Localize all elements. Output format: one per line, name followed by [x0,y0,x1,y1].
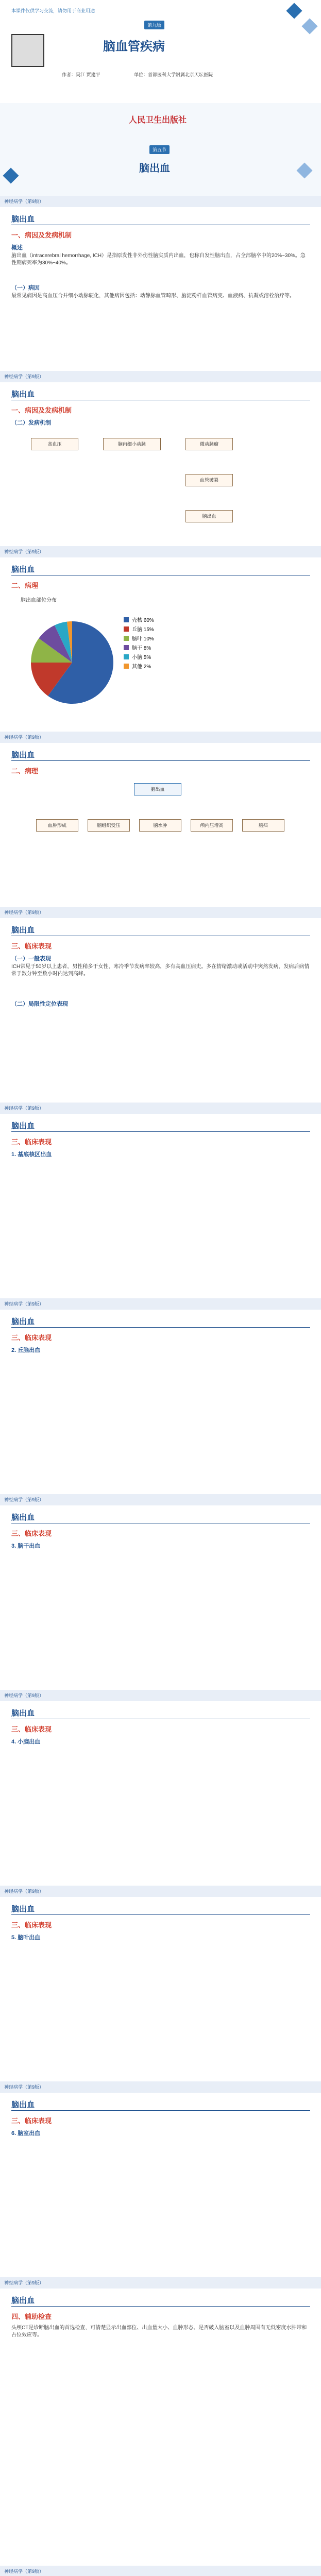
subhead: （一）一般表现 [11,956,51,962]
section-title: 三、临床表现 [11,1334,52,1342]
slide-title: 脑出血 [11,751,35,759]
section-title: 一、病因及发病机制 [11,231,72,239]
slide-putamen [0,1103,321,1299]
chapter-title: 脑出血 [139,163,170,174]
course-label: 神经病学（第9版） [4,910,44,915]
slide-intro [0,196,321,371]
legend-label: 脑叶 10% [132,636,154,642]
edition-badge: 第九版 [144,21,164,29]
slide-title: 脑出血 [11,2100,35,2109]
slide-title: 脑出血 [11,390,35,399]
course-label: 神经病学（第9版） [4,1889,44,1894]
publisher-logo: 人民卫生出版社 [129,115,187,125]
subhead: 4. 小脑出血 [11,1739,41,1745]
cover-slide [0,0,321,196]
divider [11,1131,310,1132]
legend-swatch [124,664,129,669]
course-bar [0,546,321,557]
chart-caption: 脑出血部位分布 [21,598,57,603]
course-label: 神经病学（第9版） [4,735,44,740]
slide-title: 脑出血 [11,215,35,224]
legend-label: 丘脑 15% [132,627,154,633]
subhead: 概述 [11,245,23,251]
section-title: 三、临床表现 [11,1530,52,1537]
etiology-text: 最常见病因是高血压合并细小动脉硬化，其他病因包括：动静脉血管畸形、脑淀粉样血管病变、血液病、抗凝或溶栓治疗等。 [11,293,295,299]
legend-label: 小脑 5% [132,655,151,660]
course-label: 神经病学（第9版） [4,549,44,554]
subhead: （二）局限性定位表现 [11,1001,68,1007]
section-title: 三、临床表现 [11,1921,52,1929]
legend-swatch [124,636,129,641]
section-title: 三、临床表现 [11,1138,52,1146]
slide-pathology [0,546,321,732]
course-label: 神经病学（第9版） [4,374,44,379]
course-bar [0,732,321,743]
exam-text: 头颅CT是诊断脑出血的首选检查，可清楚显示出血部位、出血量大小、血肿形态、是否破入脑室以及血肿周围有无低密度水肿带和占位效应等。 [11,2325,307,2338]
qr-code[interactable] [11,34,44,67]
divider [11,760,310,761]
course-bar [0,1103,321,1114]
flow-box: 脑疝 [242,819,284,832]
chapter-badge: 第五节 [149,145,170,154]
subhead: 5. 脑叶出血 [11,1935,41,1941]
pie-chart [15,606,170,719]
course-bar [0,196,321,207]
course-bar [0,907,321,918]
section-title: 三、临床表现 [11,942,52,950]
course-bar [0,1494,321,1505]
course-bar [0,1298,321,1310]
slide-mechanism [0,371,321,547]
course-label: 神经病学（第9版） [4,1497,44,1502]
slide-title: 脑出血 [11,1513,35,1522]
subhead: （一）病因 [11,285,40,291]
cover-unit: 单位：首都医科大学附属北京天坛医院 [134,72,213,77]
course-bar [0,2566,321,2576]
course-label: 神经病学（第9版） [4,199,44,204]
slide-diagnosis [0,2566,321,2576]
slide-title: 脑出血 [11,926,35,935]
section-title: 二、病理 [11,582,39,589]
clinical-text: ICH常见于50岁以上患者，男性稍多于女性，寒冷季节发病率较高，多有高血压病史。多在情绪激动或活动中突然发病，发病后病情常于数分钟至数小时内达到高峰。 [11,964,310,977]
flow-box: 高血压 [31,438,78,450]
slide-ventricle [0,2081,321,2278]
course-label: 神经病学（第9版） [4,1301,44,1307]
hex-decoration [3,167,19,183]
flow-box: 血肿形成 [36,819,78,832]
slide-title: 脑出血 [11,1122,35,1130]
course-bar [0,2277,321,2289]
flow-box: 微动脉瘤 [185,438,233,450]
flow-box: 脑水肿 [139,819,181,832]
divider [11,1914,310,1915]
subhead: 6. 脑室出血 [11,2130,41,2137]
flow-box: 血管破裂 [185,474,233,486]
legend-label: 其他 2% [132,664,151,670]
intro-text: 脑出血（intracerebral hemorrhage, ICH）是指原发性非外伤性脑实质内出血，也称自发性脑出血，占全部脑卒中的20%~30%。急性期病死率为30%~40%。 [11,253,306,266]
section-title: 一、病因及发病机制 [11,406,72,414]
divider [11,2110,310,2111]
course-label: 神经病学（第9版） [4,2569,44,2574]
section-title: 三、临床表现 [11,2117,52,2125]
slide-pathology-flow [0,732,321,907]
slide-brainstem [0,1494,321,1690]
legend-swatch [124,654,129,659]
course-label: 神经病学（第9版） [4,1693,44,1698]
course-label: 神经病学（第9版） [4,1106,44,1111]
cover-author: 作者：吴江 贾建平 [62,72,100,77]
flow-box: 颅内压增高 [191,819,233,832]
course-label: 神经病学（第9版） [4,2280,44,2285]
slide-title: 脑出血 [11,1317,35,1326]
legend-label: 壳核 60% [132,618,154,623]
section-title: 二、病理 [11,767,39,775]
divider [11,2306,310,2307]
legend-label: 脑干 8% [132,646,151,651]
course-bar [0,1690,321,1701]
divider [11,1327,310,1328]
section-title: 三、临床表现 [11,1725,52,1733]
course-bar [0,2081,321,2093]
flow-box: 脑出血 [185,510,233,522]
flow-box: 脑出血 [134,783,181,795]
subhead: 2. 丘脑出血 [11,1347,41,1353]
flow-box: 脑组织受压 [88,819,130,832]
legend-swatch [124,617,129,622]
course-bar [0,371,321,382]
slide-title: 脑出血 [11,2296,35,2305]
subhead: 1. 基底核区出血 [11,1151,52,1158]
slide-title: 脑出血 [11,565,35,574]
slide-thalamus [0,1298,321,1495]
slide-title: 脑出血 [11,1709,35,1718]
slide-exam [0,2277,321,2566]
hex-decoration [296,162,312,178]
slide-cerebellum [0,1690,321,1886]
cover-title: 脑血管疾病 [103,40,165,54]
course-bar [0,1886,321,1897]
section-title: 四、辅助检查 [11,2313,52,2320]
flow-box: 脑内细小动脉 [103,438,161,450]
slide-clinical [0,907,321,1103]
legend-swatch [124,645,129,650]
subhead: （二）发病机制 [11,420,51,426]
course-label: 神经病学（第9版） [4,2084,44,2090]
slide-lobar [0,1886,321,2082]
slide-title: 脑出血 [11,1905,35,1913]
cover-note: 本课件仅供学习交流，请勿用于商业用途 [11,8,95,13]
legend-swatch [124,626,129,632]
subhead: 3. 脑干出血 [11,1543,41,1549]
